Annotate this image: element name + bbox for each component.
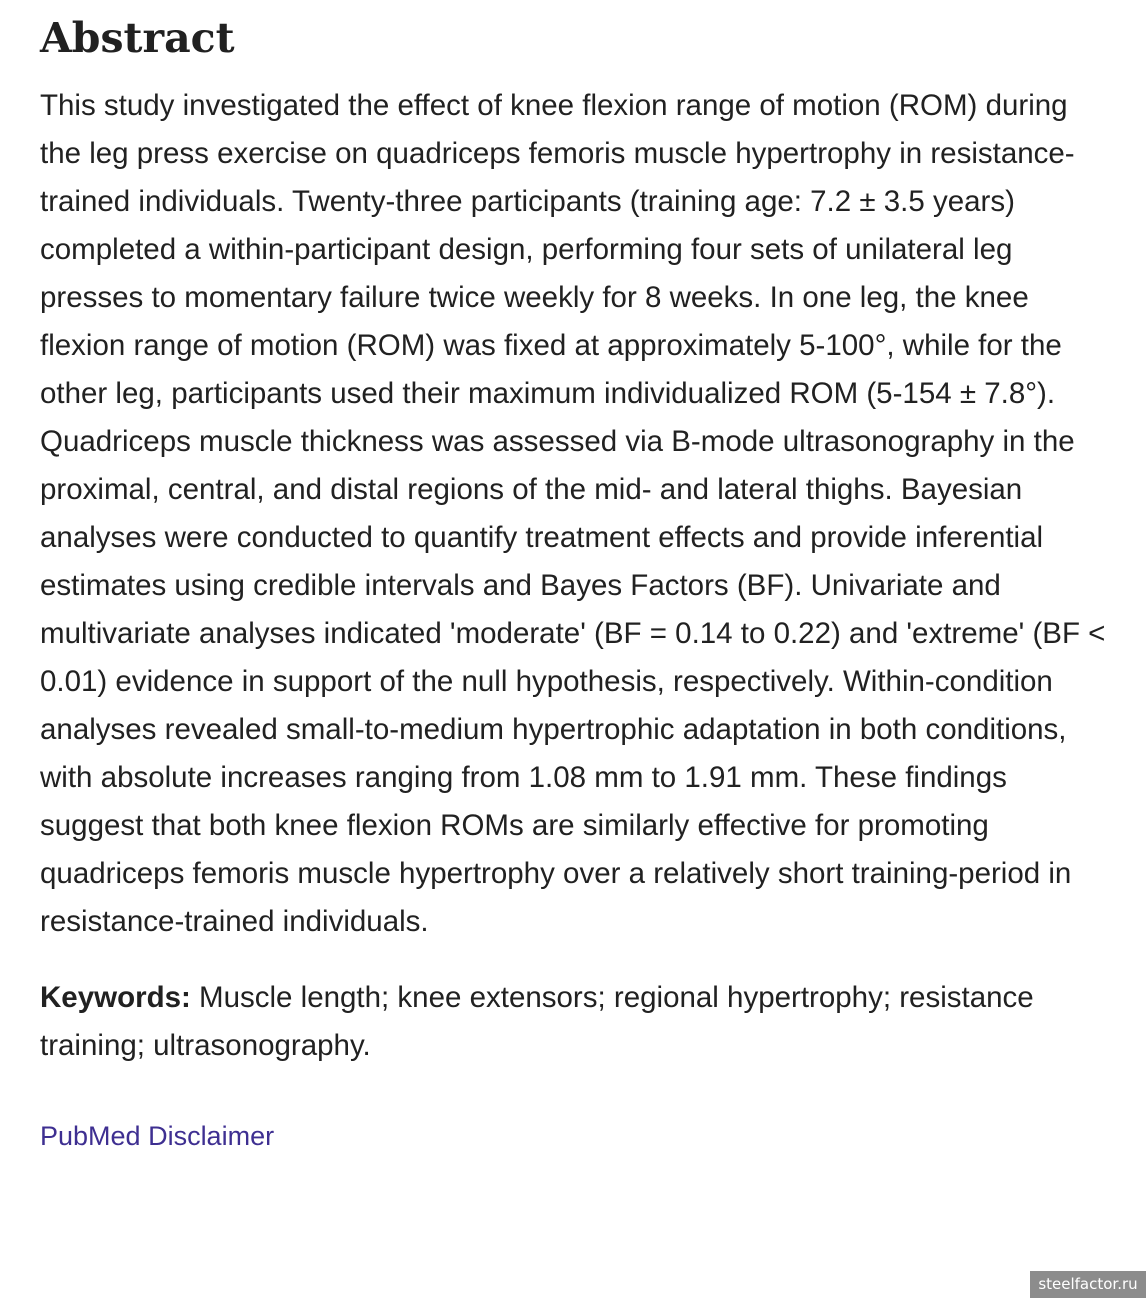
watermark: steelfactor.ru bbox=[1030, 1271, 1146, 1298]
keywords-label: Keywords: bbox=[40, 981, 191, 1014]
abstract-heading: Abstract bbox=[40, 14, 235, 62]
abstract-section bbox=[40, 0, 1106, 1154]
abstract-text: This study investigated the effect of knee flexion range of motion (ROM) during the leg press exercise on quadriceps femoris muscle hypertrophy in resistance-trained individuals. Twenty-three participants (training age: 7.2 ± 3.5 years) completed a within-participant design, performing four sets of unilateral leg presses to momentary failure twice weekly for 8 weeks. In one leg, the knee flexion range of motion (ROM) was fixed at approximately 5-100°, while for the other leg, participants used their maximum individualized ROM (5-154 ± 7.8°). Quadriceps muscle thickness was assessed via B-mode ultrasonography in the proximal, central, and distal regions of the mid- and lateral thighs. Bayesian analyses were conducted to quantify treatment effects and provide inferential estimates using credible intervals and Bayes Factors (BF). Univariate and multivariate analyses indicated 'moderate' (BF = 0.14 to 0.22) and 'extreme' (BF < 0.01) evidence in support of the null hypothesis, respectively. Within-condition analyses revealed small-to-medium hypertrophic adaptation in both conditions, with absolute increases ranging from 1.08 mm to 1.91 mm. These findings suggest that both knee flexion ROMs are similarly effective for promoting quadriceps femoris muscle hypertrophy over a relatively short training-period in resistance-trained individuals. bbox=[40, 89, 1106, 938]
keywords-paragraph bbox=[40, 974, 1106, 1070]
pubmed-disclaimer-link[interactable]: PubMed Disclaimer bbox=[40, 1121, 275, 1151]
keywords-text: Muscle length; knee extensors; regional hypertrophy; resistance training; ultrasonography. bbox=[40, 981, 1034, 1062]
